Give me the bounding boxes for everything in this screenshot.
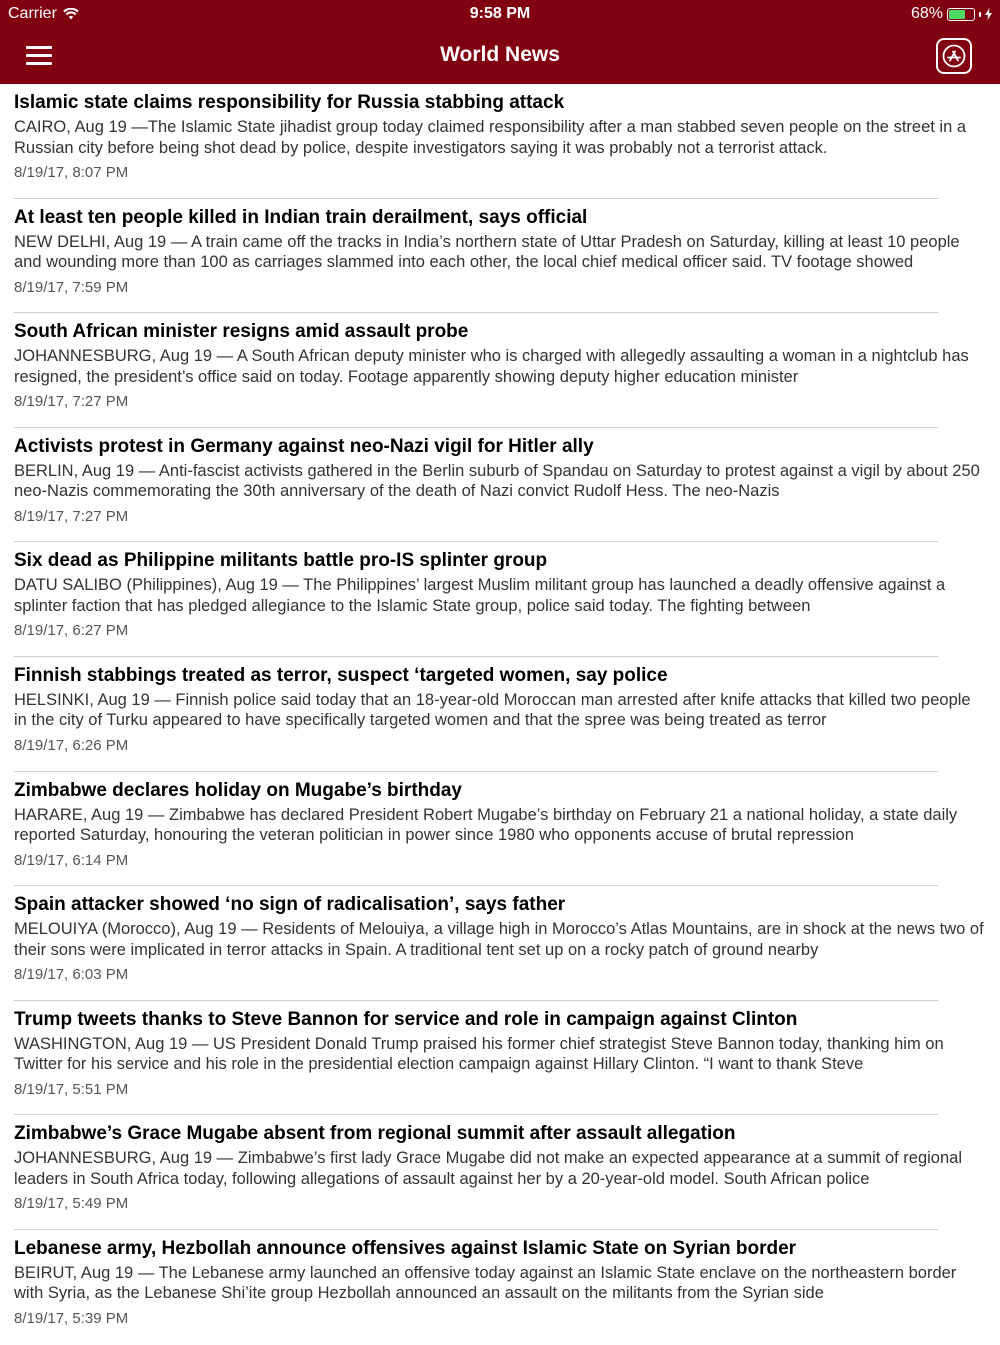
article-timestamp: 8/19/17, 8:07 PM bbox=[14, 164, 129, 181]
list-item[interactable] bbox=[0, 1230, 1000, 1345]
carrier-label: Carrier bbox=[8, 5, 57, 22]
article-timestamp: 8/19/17, 7:59 PM bbox=[14, 278, 129, 296]
charging-bolt-icon bbox=[985, 8, 992, 20]
article-summary: BERLIN, Aug 19 — Anti-fascist activists gathered in the Berlin suburb of Spandau on Saturday to protest against a vigil by about 250 neo-Nazis commemorating the 30th anniversary of the death of Nazi convict Rudolf Hess. The neo-Nazis bbox=[14, 461, 980, 501]
article-title: Islamic state claims responsibility for Russia stabbing attack bbox=[14, 92, 565, 113]
news-list bbox=[0, 84, 1000, 1345]
article-title: Zimbabwe’s Grace Mugabe absent from regional summit after assault allegation bbox=[14, 1123, 736, 1145]
article-timestamp: 8/19/17, 5:49 PM bbox=[14, 1195, 129, 1213]
list-item[interactable] bbox=[0, 84, 1000, 199]
article-summary: JOHANNESBURG, Aug 19 — Zimbabwe’s first lady Grace Mugabe did not make an expected appearance at a summit of regional leaders in South Africa today, following allegations of assault against her by a 20-year-old model. South African police bbox=[14, 1149, 962, 1188]
list-item[interactable] bbox=[0, 313, 1000, 428]
app-store-button[interactable] bbox=[936, 38, 972, 74]
list-item[interactable] bbox=[0, 772, 1000, 887]
list-item[interactable] bbox=[0, 199, 1000, 314]
battery-icon bbox=[947, 8, 975, 21]
article-timestamp: 8/19/17, 5:39 PM bbox=[14, 1309, 129, 1327]
article-title: South African minister resigns amid assault probe bbox=[14, 321, 469, 343]
status-time: 9:58 PM bbox=[469, 5, 531, 22]
article-title: Six dead as Philippine militants battle pro-IS splinter group bbox=[14, 550, 548, 572]
list-item[interactable] bbox=[0, 1115, 1000, 1230]
article-summary: NEW DELHI, Aug 19 — A train came off the tracks in India’s northern state of Uttar Pradesh on Saturday, killing at least 10 people and wounding more than 100 as carriages slammed into each other, the local chief medical officer said. TV footage showed bbox=[14, 232, 960, 272]
article-timestamp: 8/19/17, 6:03 PM bbox=[14, 966, 129, 984]
list-item[interactable] bbox=[0, 428, 1000, 543]
battery-tip bbox=[979, 12, 981, 17]
article-timestamp: 8/19/17, 5:51 PM bbox=[14, 1080, 129, 1098]
article-timestamp: 8/19/17, 7:27 PM bbox=[14, 393, 129, 411]
article-title: At least ten people killed in Indian train derailment, says official bbox=[14, 206, 588, 228]
article-title: Activists protest in Germany against neo-Nazi vigil for Hitler ally bbox=[14, 435, 594, 457]
article-timestamp: 8/19/17, 6:27 PM bbox=[14, 622, 129, 640]
app-store-icon bbox=[941, 43, 967, 69]
article-summary: DATU SALIBO (Philippines), Aug 19 — The Philippines’ largest Muslim militant group has launched a deadly offensive against a splinter faction that has pledged allegiance to the Islamic State group, police said today. The fighting between bbox=[14, 576, 946, 615]
article-summary: HELSINKI, Aug 19 — Finnish police said today that an 18-year-old Moroccan man arrested after knife attacks that killed two people in the city of Turku appeared to have specifically targeted women and that the spree was being treated as terror bbox=[14, 690, 971, 730]
battery-percent: 68% bbox=[910, 5, 943, 22]
article-title: Spain attacker showed ‘no sign of radicalisation’, says father bbox=[14, 894, 566, 916]
article-summary: CAIRO, Aug 19 —The Islamic State jihadist group today claimed responsibility after a man stabbed seven people on the street in a Russian city before being shot dead by police, despite investigators saying it was probably not a terrorist attack. bbox=[14, 118, 967, 157]
article-title: Trump tweets thanks to Steve Bannon for service and role in campaign against Clinton bbox=[14, 1008, 798, 1030]
battery-indicator bbox=[911, 5, 992, 23]
article-summary: WASHINGTON, Aug 19 — US President Donald Trump praised his former chief strategist Steve Bannon today, thanking him on Twitter for his service and his role in the presidential election campaign against Hillary Clinton. “I want to thank Steve bbox=[14, 1034, 944, 1074]
list-item[interactable] bbox=[0, 886, 1000, 1001]
article-timestamp: 8/19/17, 7:27 PM bbox=[14, 507, 129, 525]
article-summary: JOHANNESBURG, Aug 19 — A South African deputy minister who is charged with allegedly assaulting a woman in a nightclub has resigned, the president’s office said on today. Footage apparently showing deputy higher education minister bbox=[14, 347, 969, 386]
page-title: World News bbox=[440, 43, 560, 66]
battery-fill bbox=[949, 10, 965, 19]
status-bar bbox=[0, 0, 1000, 28]
article-timestamp: 8/19/17, 6:26 PM bbox=[14, 736, 129, 754]
article-summary: BEIRUT, Aug 19 — The Lebanese army launched an offensive today against an Islamic State enclave on the northeastern border with Syria, as the Lebanese Shi’ite group Hezbollah announced an assault on the militants from the Syrian side bbox=[14, 1263, 957, 1303]
article-summary: HARARE, Aug 19 — Zimbabwe has declared President Robert Mugabe’s birthday on February 21 a national holiday, a state daily reported Saturday, honouring the veteran politician in power since 1980 who opponents accuse of brutal repression bbox=[14, 805, 958, 845]
article-timestamp: 8/19/17, 6:14 PM bbox=[14, 851, 129, 869]
navigation-bar bbox=[0, 28, 1000, 84]
article-title: Lebanese army, Hezbollah announce offensives against Islamic State on Syrian border bbox=[14, 1237, 797, 1259]
list-item[interactable] bbox=[0, 1001, 1000, 1116]
article-title: Zimbabwe declares holiday on Mugabe’s birthday bbox=[14, 779, 463, 801]
list-item[interactable] bbox=[0, 657, 1000, 772]
article-title: Finnish stabbings treated as terror, suspect ‘targeted women, say police bbox=[14, 664, 668, 686]
list-item[interactable] bbox=[0, 542, 1000, 657]
article-summary: MELOUIYA (Morocco), Aug 19 — Residents of Melouiya, a village high in Morocco’s Atlas Mountains, are in shock at the news two of their sons were implicated in terror attacks in Spain. A traditional tent set up on a rocky patch of ground nearby bbox=[14, 920, 984, 959]
